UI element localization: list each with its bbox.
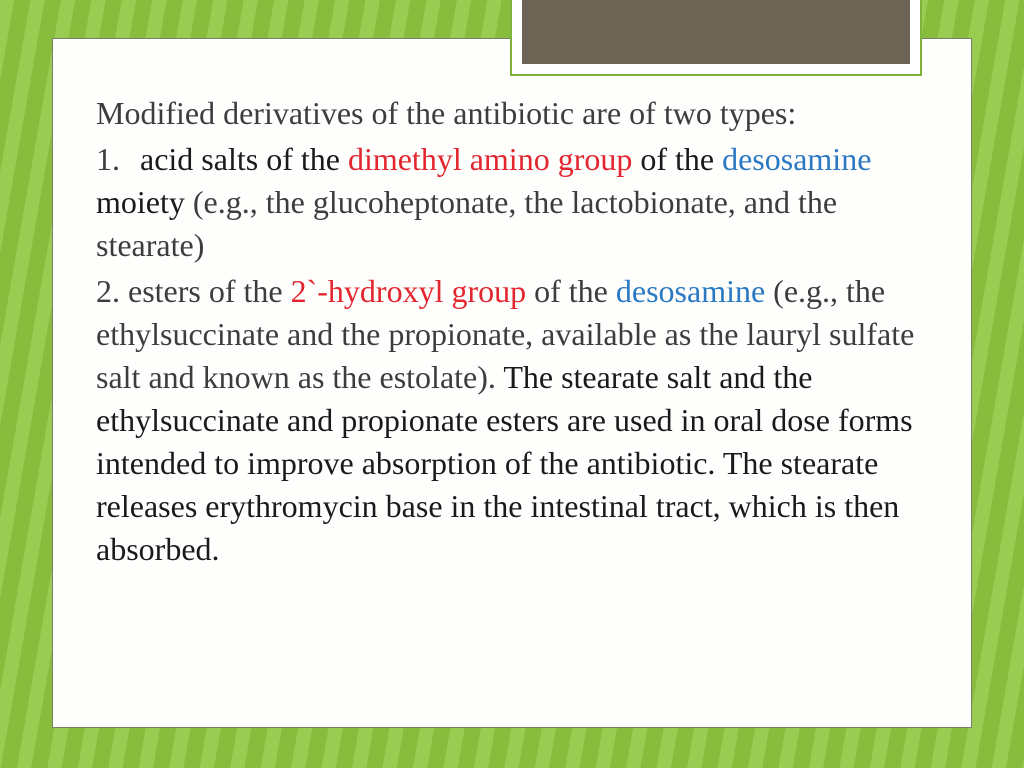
item-1-text-b: of the [640, 141, 715, 177]
intro-paragraph [96, 92, 952, 135]
item-2-highlight-hydroxyl-group: 2`-hydroxyl group [290, 273, 527, 309]
item-2-highlight-desosamine: desosamine [615, 273, 766, 309]
item-1-text-d: (e.g., the glucoheptonate, the lactobionate, and the stearate) [96, 184, 838, 263]
item-2-text-d: The stearate salt and the ethylsuccinate and propionate esters are used in oral dose forms intended to improve absorption of the antibiotic. The stearate releases erythromycin base in the intestinal tract, which is then absorbed. [96, 359, 913, 567]
slide-body-text [96, 92, 952, 571]
list-item-1 [96, 138, 952, 267]
item-1-highlight-desosamine: desosamine [722, 141, 872, 177]
list-item-2 [96, 270, 952, 571]
item-2-number: 2. [96, 273, 120, 309]
item-2-text-a: esters of the [128, 273, 283, 309]
intro-text: Modified derivatives of the antibiotic are of two types: [96, 95, 797, 131]
title-placeholder-fill [522, 0, 910, 64]
title-placeholder-tab [510, 0, 922, 76]
item-1-number: 1. [96, 141, 120, 177]
item-1-text-c: moiety [96, 184, 185, 220]
item-1-text-a: acid salts of the [140, 141, 340, 177]
item-1-highlight-dimethyl-amino-group: dimethyl amino group [347, 141, 633, 177]
item-2-text-b: of the [534, 273, 608, 309]
item-2-text-c: (e.g., the ethylsuccinate and the propionate, available as the lauryl sulfate salt and known as the estolate). [96, 273, 915, 395]
